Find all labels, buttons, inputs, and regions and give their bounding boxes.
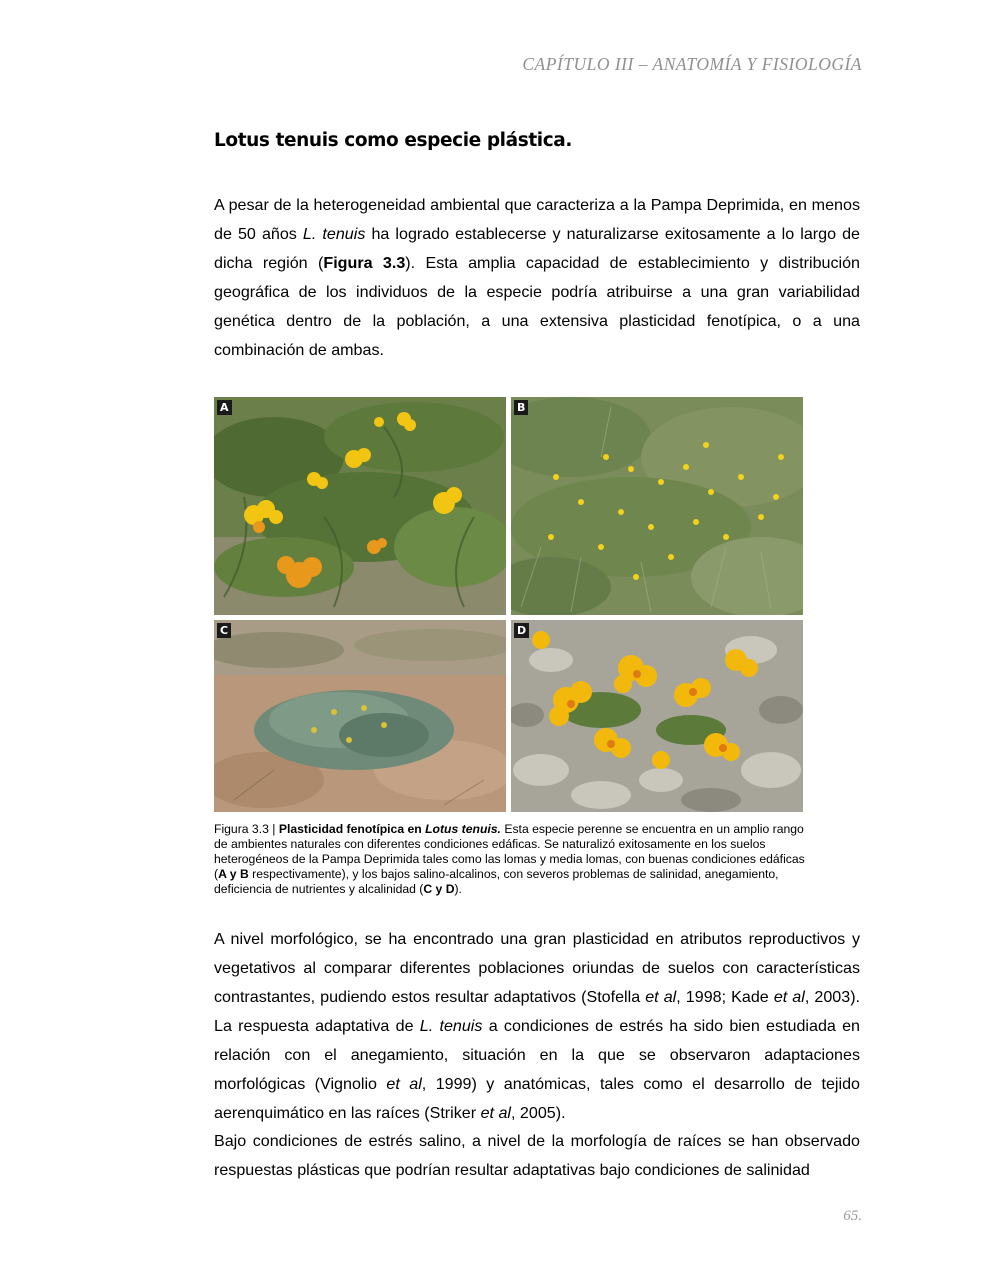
figure-caption (214, 822, 814, 897)
paragraph-salinity: Bajo condiciones de estrés salino, a nivel de la morfología de raíces se han observado respuestas plásticas que podrían resultar adaptativas bajo condiciones de salinidad (214, 1132, 860, 1179)
panel-label-c: C (217, 623, 231, 638)
text-run: ). Esta amplia capacidad de establecimiento y distribución geográfica de los individuos de la especie podría atribuirse a una gran variabilidad genética dentro de la población, a una extensiva plasticidad fenotípica, o a una combinación de ambas. (214, 254, 860, 359)
et-al: et al (645, 988, 677, 1006)
paragraph-morphology (214, 925, 860, 1128)
text-run: Esta especie perenne se encuentra en un amplio rango de ambientes naturales con diferentes condiciones edáficas. Se naturalizó exitosamente en los suelos heterogéneos de la Pampa Deprimida tales como las lomas y media lomas, con buenas condiciones edáficas ( (214, 822, 805, 881)
section-title: Lotus tenuis como especie plástica. (214, 130, 572, 151)
caption-species: Lotus tenuis. (425, 822, 501, 836)
panel-label-a: A (217, 400, 232, 415)
text-run: , 2005). (510, 1104, 566, 1122)
photo-panel-b (511, 397, 803, 615)
text-run: respectivamente), y los bajos salino-alcalinos, con severos problemas de salinidad, anegamiento, deficiencia de nutrientes y alcalinidad ( (214, 867, 779, 896)
caption-prefix: Figura 3.3 | (214, 822, 279, 836)
text-run: , 1998; Kade (676, 988, 774, 1006)
photo-d-image (511, 620, 803, 812)
photo-c-image (214, 620, 506, 812)
species-name: L. tenuis (419, 1017, 483, 1035)
text-run: ha logrado establecerse y naturalizarse exitosamente a lo largo de dicha región ( (214, 225, 861, 272)
panel-label-d: D (514, 623, 529, 638)
species-name: L. tenuis (302, 225, 366, 243)
caption-ref-ab: A y B (218, 867, 249, 881)
photo-b-image (511, 397, 803, 615)
figure-reference: Figura 3.3 (323, 254, 406, 272)
text-run: , 2003). La respuesta adaptativa de (214, 988, 861, 1035)
photo-panel-c (214, 620, 506, 812)
figure-3-3 (214, 397, 804, 813)
caption-ref-cd: C y D (423, 882, 455, 896)
photo-a-image (214, 397, 506, 615)
text-run: A pesar de la heterogeneidad ambiental que caracteriza a la Pampa Deprimida, en menos de 50 años (214, 196, 860, 243)
et-al: et al (386, 1075, 422, 1093)
text-run: a condiciones de estrés ha sido bien estudiada en relación con el anegamiento, situación en la que se observaron adaptaciones morfológicas (Vignolio (214, 1017, 861, 1093)
paragraph-intro (214, 191, 860, 365)
running-header: CAPÍTULO III – ANATOMÍA Y FISIOLOGÍA (522, 54, 862, 74)
page-number: 65. (843, 1208, 862, 1224)
text-run: , 1999) y anatómicas, tales como el desarrollo de tejido aerenquimático en las raíces (Striker (214, 1075, 860, 1122)
photo-panel-d (511, 620, 803, 812)
photo-panel-a (214, 397, 506, 615)
et-al: et al (480, 1104, 511, 1122)
caption-title: Plasticidad fenotípica en (278, 822, 426, 836)
text-run: A nivel morfológico, se ha encontrado una gran plasticidad en atributos reproductivos y vegetativos al comparar diferentes poblaciones oriundas de suelos con características contrastantes, pudiendo estos resultar adaptativos (Stofella (214, 930, 860, 1006)
et-al: et al (773, 988, 805, 1006)
text-run: ). (454, 882, 462, 896)
panel-label-b: B (514, 400, 528, 415)
